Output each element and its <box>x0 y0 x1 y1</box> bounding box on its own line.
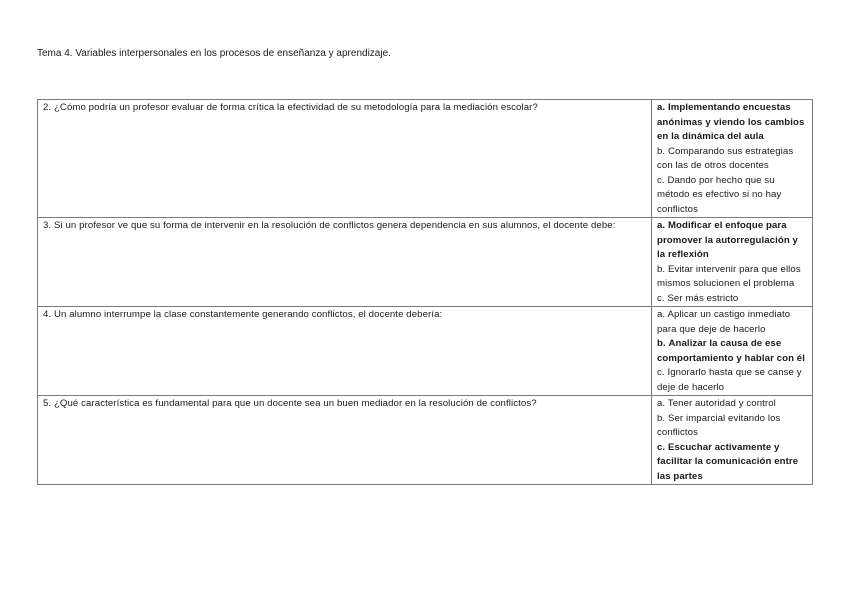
option-a: a. Tener autoridad y control <box>657 398 776 409</box>
question-text: 5. ¿Qué característica es fundamental para que un docente sea un buen mediador en la resolución de conflictos? <box>38 396 652 485</box>
option-b: b. Evitar intervenir para que ellos mismos solucionen el problema <box>657 263 801 289</box>
question-text: 4. Un alumno interrumpe la clase constantemente generando conflictos, el docente debería: <box>38 307 652 396</box>
question-table <box>37 99 813 485</box>
question-text: 3. Si un profesor ve que su forma de intervenir en la resolución de conflictos genera dependencia en sus alumnos, el docente debe: <box>38 218 652 307</box>
option-b: b. Ser imparcial evitando los conflictos <box>657 412 781 438</box>
question-row <box>38 307 813 396</box>
question-row <box>38 396 813 485</box>
answer-options <box>652 307 813 396</box>
option-c: c. Ignorarlo hasta que se canse y deje de hacerlo <box>657 367 802 393</box>
question-text: 2. ¿Cómo podría un profesor evaluar de forma crítica la efectividad de su metodología para la mediación escolar? <box>38 100 652 218</box>
option-c: c. Ser más estricto <box>657 292 739 304</box>
option-a: a. Implementando encuestas anónimas y viendo los cambios en la dinámica del aula <box>657 102 805 142</box>
option-a: a. Modificar el enfoque para promover la autorregulación y la reflexión <box>657 220 798 260</box>
page-title: Tema 4. Variables interpersonales en los procesos de enseñanza y aprendizaje. <box>37 48 391 59</box>
option-b: b. Analizar la causa de ese comportamiento y hablar con él <box>657 338 806 364</box>
option-c: c. Dando por hecho que su método es efectivo si no hay conflictos <box>657 174 782 215</box>
question-row <box>38 100 813 218</box>
option-c: c. Escuchar activamente y facilitar la comunicación entre las partes <box>657 441 799 482</box>
option-a: a. Aplicar un castigo inmediato para que deje de hacerlo <box>657 309 791 335</box>
answer-options <box>652 396 813 485</box>
question-row <box>38 218 813 307</box>
option-b: b. Comparando sus estrategias con las de otros docentes <box>657 145 794 171</box>
answer-options <box>652 218 813 307</box>
answer-options <box>652 100 813 218</box>
